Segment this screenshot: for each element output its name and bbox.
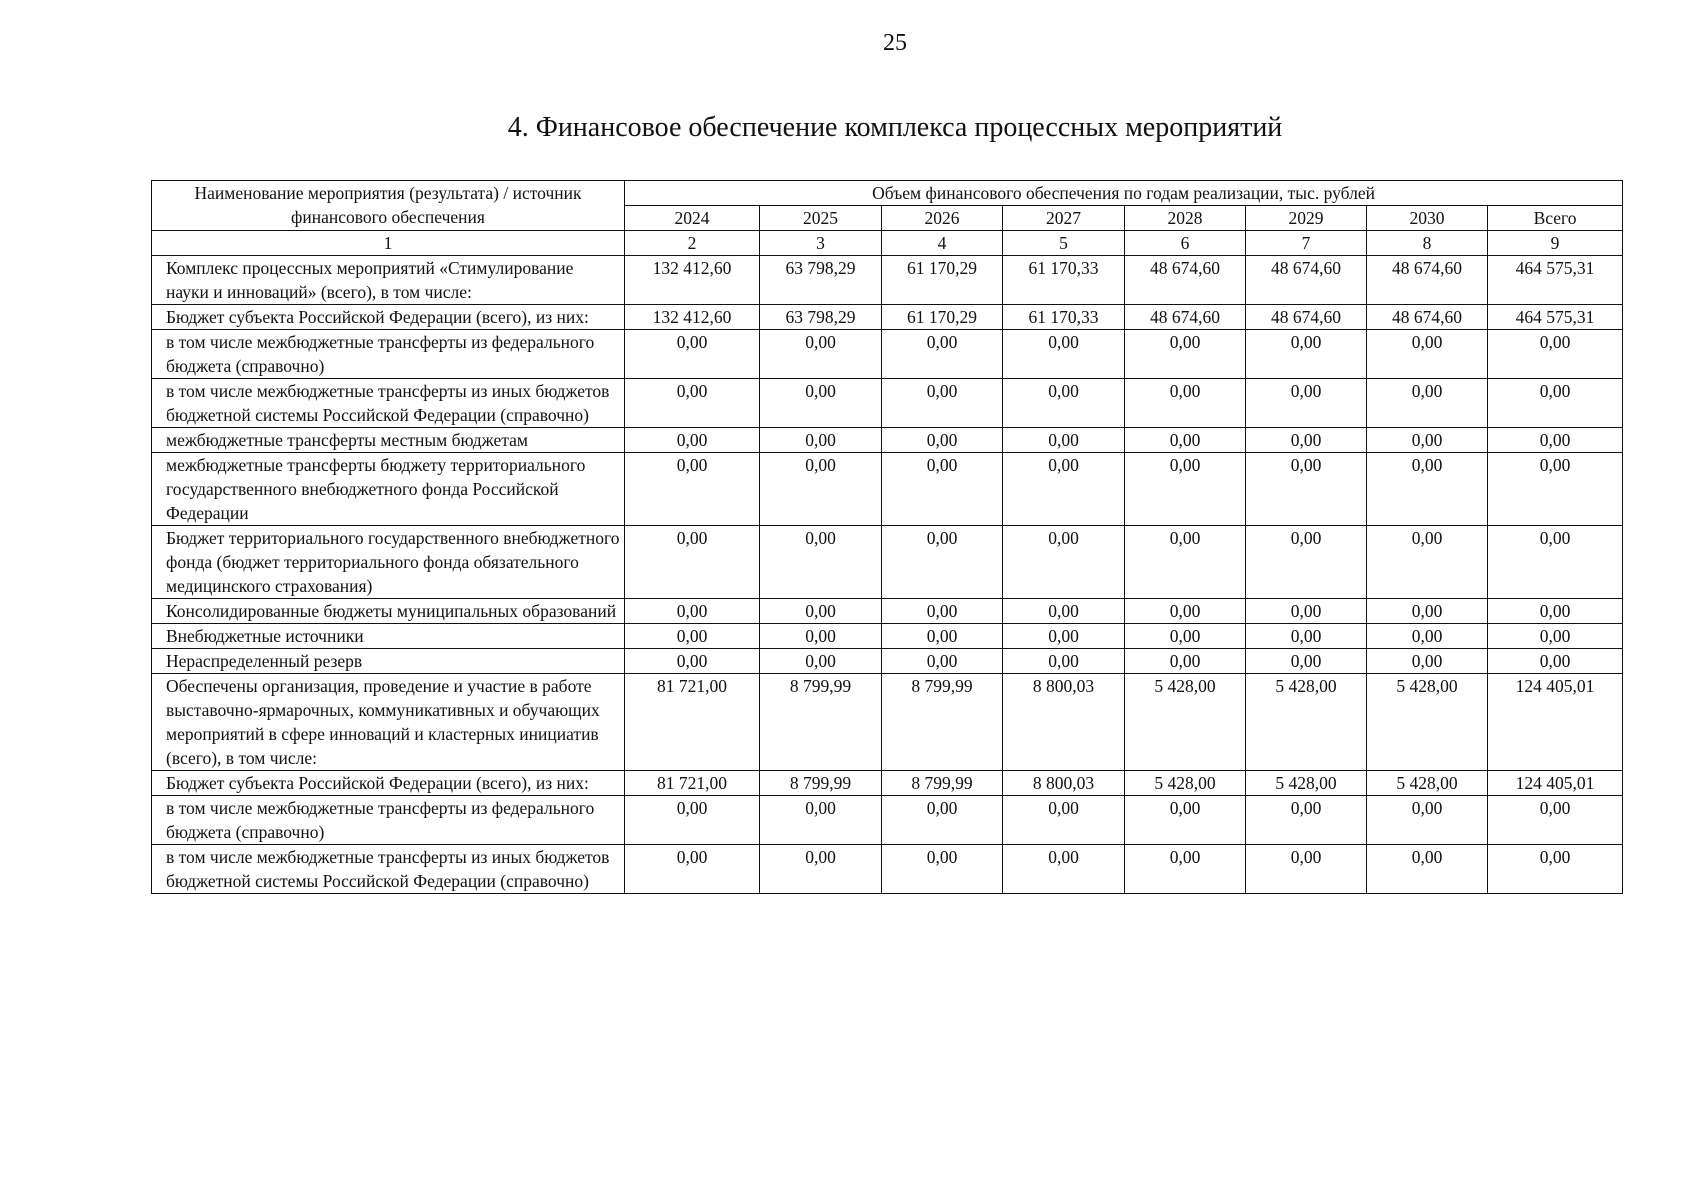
row-value-cell: 0,00 <box>1246 330 1367 379</box>
row-total-cell: 0,00 <box>1488 330 1623 379</box>
row-value-cell: 0,00 <box>1003 796 1125 845</box>
row-value-cell: 0,00 <box>1246 379 1367 428</box>
row-value-cell: 0,00 <box>1003 428 1125 453</box>
row-value-cell: 0,00 <box>1003 379 1125 428</box>
row-name-cell: Внебюджетные источники <box>152 624 625 649</box>
row-value-cell: 0,00 <box>1003 624 1125 649</box>
row-value-cell: 0,00 <box>1367 599 1488 624</box>
row-total-cell: 0,00 <box>1488 649 1623 674</box>
row-value-cell: 0,00 <box>625 599 760 624</box>
row-value-cell: 0,00 <box>1125 599 1246 624</box>
row-value-cell: 48 674,60 <box>1367 256 1488 305</box>
row-value-cell: 5 428,00 <box>1125 771 1246 796</box>
row-total-cell: 0,00 <box>1488 599 1623 624</box>
row-value-cell: 0,00 <box>1246 624 1367 649</box>
row-value-cell: 81 721,00 <box>625 771 760 796</box>
row-value-cell: 48 674,60 <box>1125 256 1246 305</box>
row-name-cell: Комплекс процессных мероприятий «Стимулирование науки и инноваций» (всего), в том числе: <box>152 256 625 305</box>
row-value-cell: 8 799,99 <box>760 771 882 796</box>
row-value-cell: 0,00 <box>882 599 1003 624</box>
column-number-cell: 6 <box>1125 231 1246 256</box>
row-value-cell: 61 170,29 <box>882 305 1003 330</box>
row-value-cell: 0,00 <box>882 330 1003 379</box>
year-header-cell: 2027 <box>1003 206 1125 231</box>
row-value-cell: 0,00 <box>760 453 882 526</box>
table-row <box>152 624 1623 649</box>
row-value-cell: 132 412,60 <box>625 305 760 330</box>
row-total-cell: 124 405,01 <box>1488 674 1623 771</box>
table-row <box>152 796 1623 845</box>
row-value-cell: 63 798,29 <box>760 305 882 330</box>
page-number: 25 <box>883 30 907 56</box>
row-value-cell: 0,00 <box>760 428 882 453</box>
column-number-row <box>152 231 1623 256</box>
row-name-cell: Нераспределенный резерв <box>152 649 625 674</box>
row-name-cell: Обеспечены организация, проведение и участие в работе выставочно-ярмарочных, коммуникативных и обучающих мероприятий в сфере инноваций и кластерных инициатив (всего), в том числе: <box>152 674 625 771</box>
row-value-cell: 0,00 <box>625 526 760 599</box>
table-row <box>152 771 1623 796</box>
row-total-cell: 464 575,31 <box>1488 256 1623 305</box>
year-header-cell: 2025 <box>760 206 882 231</box>
row-value-cell: 0,00 <box>882 649 1003 674</box>
row-value-cell: 0,00 <box>1367 796 1488 845</box>
column-number-cell: 5 <box>1003 231 1125 256</box>
row-total-cell: 0,00 <box>1488 428 1623 453</box>
row-value-cell: 8 799,99 <box>760 674 882 771</box>
row-value-cell: 0,00 <box>1367 428 1488 453</box>
financing-table <box>151 180 1623 894</box>
row-value-cell: 5 428,00 <box>1246 771 1367 796</box>
row-value-cell: 0,00 <box>1246 649 1367 674</box>
row-value-cell: 0,00 <box>1125 453 1246 526</box>
row-value-cell: 8 800,03 <box>1003 771 1125 796</box>
row-value-cell: 0,00 <box>882 624 1003 649</box>
row-value-cell: 5 428,00 <box>1367 674 1488 771</box>
row-value-cell: 0,00 <box>760 526 882 599</box>
year-header-cell: 2029 <box>1246 206 1367 231</box>
row-value-cell: 81 721,00 <box>625 674 760 771</box>
row-value-cell: 0,00 <box>625 453 760 526</box>
row-value-cell: 0,00 <box>1246 453 1367 526</box>
table-row <box>152 453 1623 526</box>
row-name-cell: в том числе межбюджетные трансферты из федерального бюджета (справочно) <box>152 330 625 379</box>
row-value-cell: 0,00 <box>882 379 1003 428</box>
year-header-cell: 2026 <box>882 206 1003 231</box>
row-name-cell: межбюджетные трансферты местным бюджетам <box>152 428 625 453</box>
row-value-cell: 0,00 <box>625 379 760 428</box>
row-value-cell: 0,00 <box>1125 624 1246 649</box>
row-name-cell: Бюджет территориального государственного внебюджетного фонда (бюджет территориального фонда обязательного медицинского страхования) <box>152 526 625 599</box>
row-value-cell: 0,00 <box>1003 599 1125 624</box>
row-name-cell: межбюджетные трансферты бюджету территориального государственного внебюджетного фонда Российской Федерации <box>152 453 625 526</box>
row-value-cell: 8 799,99 <box>882 771 1003 796</box>
row-value-cell: 0,00 <box>1003 845 1125 894</box>
row-value-cell: 0,00 <box>625 330 760 379</box>
column-number-cell: 9 <box>1488 231 1623 256</box>
row-value-cell: 0,00 <box>1125 649 1246 674</box>
row-value-cell: 5 428,00 <box>1367 771 1488 796</box>
row-total-cell: 0,00 <box>1488 796 1623 845</box>
row-name-cell: Бюджет субъекта Российской Федерации (всего), из них: <box>152 305 625 330</box>
row-value-cell: 0,00 <box>1003 649 1125 674</box>
column-number-cell: 4 <box>882 231 1003 256</box>
row-value-cell: 0,00 <box>1125 845 1246 894</box>
row-value-cell: 0,00 <box>1125 330 1246 379</box>
row-value-cell: 8 799,99 <box>882 674 1003 771</box>
row-value-cell: 0,00 <box>1125 428 1246 453</box>
year-header-cell: 2028 <box>1125 206 1246 231</box>
table-row <box>152 674 1623 771</box>
row-total-cell: 124 405,01 <box>1488 771 1623 796</box>
section-title: 4. Финансовое обеспечение комплекса процессных мероприятий <box>507 112 1283 143</box>
row-name-cell: в том числе межбюджетные трансферты из иных бюджетов бюджетной системы Российской Федерации (справочно) <box>152 845 625 894</box>
row-value-cell: 0,00 <box>882 428 1003 453</box>
row-value-cell: 61 170,29 <box>882 256 1003 305</box>
row-name-cell: Консолидированные бюджеты муниципальных образований <box>152 599 625 624</box>
row-value-cell: 0,00 <box>1367 845 1488 894</box>
row-value-cell: 0,00 <box>1367 624 1488 649</box>
table-row <box>152 379 1623 428</box>
column-number-cell: 1 <box>152 231 625 256</box>
table-row <box>152 256 1623 305</box>
row-value-cell: 0,00 <box>625 845 760 894</box>
row-total-cell: 0,00 <box>1488 845 1623 894</box>
row-value-cell: 0,00 <box>1125 379 1246 428</box>
row-value-cell: 0,00 <box>1246 845 1367 894</box>
row-value-cell: 48 674,60 <box>1125 305 1246 330</box>
table-row <box>152 599 1623 624</box>
header-volume-cell: Объем финансового обеспечения по годам реализации, тыс. рублей <box>625 181 1623 206</box>
row-value-cell: 0,00 <box>882 526 1003 599</box>
row-value-cell: 0,00 <box>760 599 882 624</box>
table-row <box>152 845 1623 894</box>
row-value-cell: 0,00 <box>625 796 760 845</box>
row-name-cell: в том числе межбюджетные трансферты из федерального бюджета (справочно) <box>152 796 625 845</box>
row-total-cell: 464 575,31 <box>1488 305 1623 330</box>
row-total-cell: 0,00 <box>1488 453 1623 526</box>
table-row <box>152 305 1623 330</box>
row-value-cell: 0,00 <box>1367 330 1488 379</box>
row-value-cell: 61 170,33 <box>1003 305 1125 330</box>
row-value-cell: 0,00 <box>1367 649 1488 674</box>
row-value-cell: 0,00 <box>760 330 882 379</box>
total-header-cell: Всего <box>1488 206 1623 231</box>
year-header-cell: 2024 <box>625 206 760 231</box>
row-value-cell: 0,00 <box>625 624 760 649</box>
row-value-cell: 0,00 <box>1246 428 1367 453</box>
row-value-cell: 0,00 <box>625 428 760 453</box>
row-value-cell: 0,00 <box>1246 526 1367 599</box>
header-name-cell: Наименование мероприятия (результата) / источник финансового обеспечения <box>152 181 625 231</box>
row-value-cell: 5 428,00 <box>1125 674 1246 771</box>
row-total-cell: 0,00 <box>1488 526 1623 599</box>
row-value-cell: 0,00 <box>1003 330 1125 379</box>
row-value-cell: 48 674,60 <box>1367 305 1488 330</box>
row-value-cell: 61 170,33 <box>1003 256 1125 305</box>
row-value-cell: 48 674,60 <box>1246 256 1367 305</box>
row-value-cell: 0,00 <box>1367 453 1488 526</box>
row-value-cell: 0,00 <box>1367 526 1488 599</box>
row-value-cell: 0,00 <box>882 845 1003 894</box>
row-value-cell: 0,00 <box>1367 379 1488 428</box>
row-value-cell: 0,00 <box>882 796 1003 845</box>
column-number-cell: 3 <box>760 231 882 256</box>
row-value-cell: 0,00 <box>1246 599 1367 624</box>
row-value-cell: 0,00 <box>1003 453 1125 526</box>
table-row <box>152 526 1623 599</box>
row-value-cell: 48 674,60 <box>1246 305 1367 330</box>
table-row <box>152 649 1623 674</box>
row-value-cell: 0,00 <box>1003 526 1125 599</box>
row-value-cell: 5 428,00 <box>1246 674 1367 771</box>
column-number-cell: 7 <box>1246 231 1367 256</box>
table-row <box>152 330 1623 379</box>
row-value-cell: 0,00 <box>1246 796 1367 845</box>
row-value-cell: 63 798,29 <box>760 256 882 305</box>
column-number-cell: 8 <box>1367 231 1488 256</box>
row-total-cell: 0,00 <box>1488 379 1623 428</box>
row-value-cell: 8 800,03 <box>1003 674 1125 771</box>
row-value-cell: 0,00 <box>760 845 882 894</box>
row-value-cell: 0,00 <box>1125 526 1246 599</box>
row-total-cell: 0,00 <box>1488 624 1623 649</box>
row-value-cell: 0,00 <box>882 453 1003 526</box>
row-value-cell: 132 412,60 <box>625 256 760 305</box>
row-value-cell: 0,00 <box>625 649 760 674</box>
row-name-cell: Бюджет субъекта Российской Федерации (всего), из них: <box>152 771 625 796</box>
table-row <box>152 428 1623 453</box>
row-value-cell: 0,00 <box>760 796 882 845</box>
row-value-cell: 0,00 <box>760 379 882 428</box>
column-number-cell: 2 <box>625 231 760 256</box>
row-name-cell: в том числе межбюджетные трансферты из иных бюджетов бюджетной системы Российской Федерации (справочно) <box>152 379 625 428</box>
row-value-cell: 0,00 <box>1125 796 1246 845</box>
row-value-cell: 0,00 <box>760 649 882 674</box>
row-value-cell: 0,00 <box>760 624 882 649</box>
year-header-cell: 2030 <box>1367 206 1488 231</box>
